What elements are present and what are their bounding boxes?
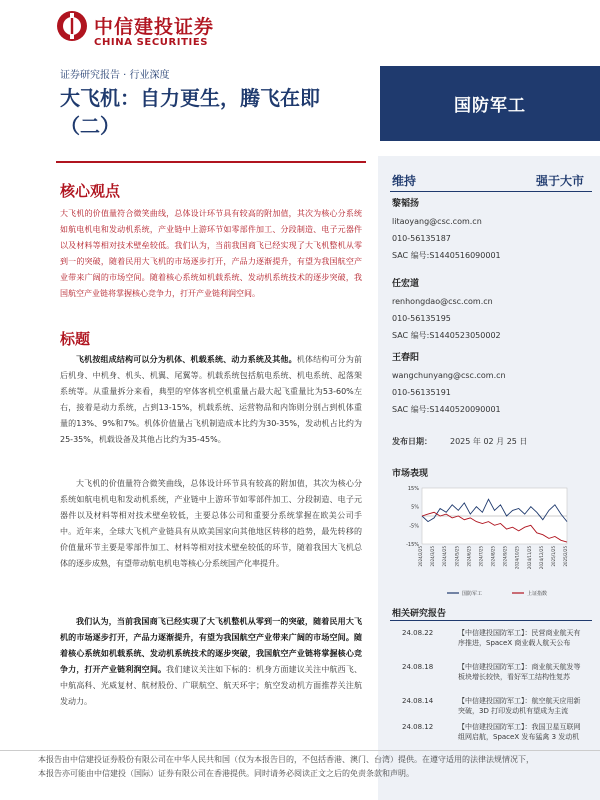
publish-date bbox=[392, 436, 527, 447]
x-tick-label: 2024/5/25 bbox=[454, 546, 460, 567]
title-heading: 标题 bbox=[60, 330, 91, 348]
disclaimer-line-2: 本报告亦可能由中信建投（国际）证券有限公司在香港提供。同时请务必阅读正文之后的免责条款和声明。 bbox=[38, 769, 414, 778]
analyst-email[interactable]: litaoyang@csc.com.cn bbox=[392, 217, 482, 226]
paragraph-1 bbox=[60, 352, 362, 448]
x-tick-label: 2024/6/25 bbox=[466, 546, 472, 567]
logo-chinese-name: 中信建投证券 bbox=[94, 16, 215, 38]
publish-date-label: 发布日期： bbox=[392, 437, 432, 446]
core-view-text: 大飞机的价值量符合微笑曲线，总体设计环节具有较高的附加值，其次为核心分系统如航电机电和发动机系统，产业链中上游环节如零部件加工、分段制造、电子元器件以及材料等相对技术壁垒较低。我们认为，当前我国商飞已经实现了大飞机整机从零到一的突破，随着民用大飞机的市场逐步打开，产品力逐渐提升，有望为我国航空产业带来广阔的市场空间。随着核心系统如机载系统、发动机系统技术的逐步突破，我国航空产业链将掌握核心竞争力，打开产业链利润空间。 bbox=[60, 209, 362, 298]
sector-label: 国防军工 bbox=[380, 66, 600, 141]
x-tick-label: 2024/8/25 bbox=[490, 546, 496, 567]
market-performance-title: 市场表现 bbox=[392, 469, 429, 479]
related-report-title[interactable]: 【中信建投国防军工】：商业航天航发等板块增长较快，看好军工结构性复苏 bbox=[458, 663, 581, 681]
related-divider bbox=[390, 620, 592, 621]
divider bbox=[56, 161, 366, 163]
analyst-name: 黎韬扬 bbox=[392, 199, 420, 209]
disclaimer-footer bbox=[38, 753, 598, 781]
related-report-date: 24.08.12 bbox=[402, 723, 434, 731]
paragraph-3 bbox=[60, 614, 362, 710]
paragraph-2: 大飞机的价值量符合微笑曲线，总体设计环节具有较高的附加值，其次为核心分系统如航电机电和发动机系统，产业链中上游环节如零部件加工、分段制造、电子元器件以及材料等相对技术壁垒较低，主要总体公司和重要分系统掌握在欧美公司手中。近年来，全球大飞机产业链具有从欧美国家向其他地区转移的趋势，最先转移的价值量环节主要是零部件加工、材料等相对技术壁垒较低的环节，随着我国大飞机总体的逐步成熟，有望带动航电机电等核心分系统国产化率提升。 bbox=[60, 479, 362, 568]
y-tick-label: -15% bbox=[406, 542, 419, 548]
rating-value: 强于大市 bbox=[535, 174, 584, 188]
x-tick-label: 2025/2/25 bbox=[563, 546, 568, 567]
rating bbox=[392, 170, 592, 190]
x-tick-label: 2025/1/25 bbox=[550, 546, 556, 567]
analyst-3 bbox=[392, 350, 506, 418]
analyst-sac: SAC 编号:S1440516090001 bbox=[392, 251, 501, 260]
footer-divider bbox=[0, 750, 600, 751]
related-report-title[interactable]: 【中信建投国防军工】：我国卫星互联网组网启航，SpaceX 发布猛禽 3 发动机 bbox=[458, 723, 581, 741]
analyst-phone: 010-56135187 bbox=[392, 234, 451, 243]
x-tick-label: 2024/11/25 bbox=[526, 546, 532, 570]
related-report-date: 24.08.14 bbox=[402, 697, 434, 705]
analyst-email[interactable]: wangchunyang@csc.com.cn bbox=[392, 371, 506, 380]
paragraph-1-body: 机体结构可分为前后机身、中机身、机头、机翼、尾翼等。机载系统包括航电系统、机电系统、起落架系统等。从重量拆分来看，典型的窄体客机空机重量占最大起飞重量比为53-60%左右，接着是动力系统，占到13-15%，机载系统、运营物品和内饰则分别占到机体重量的13%、9%和7%。机体价值量占飞机制造成本比约为30-35%，发动机占比约为25-35%，机载设备及其他占比约为35-45%。 bbox=[60, 355, 363, 444]
analyst-name: 王春阳 bbox=[392, 353, 420, 363]
related-report-date: 24.08.18 bbox=[402, 663, 434, 671]
market-performance-chart bbox=[392, 480, 592, 620]
x-tick-label: 2024/12/25 bbox=[538, 546, 544, 570]
core-view-heading: 核心观点 bbox=[60, 182, 121, 200]
x-tick-label: 2024/2/25 bbox=[418, 546, 423, 567]
y-tick-label: 15% bbox=[407, 486, 419, 492]
paragraph-1-lead: 飞机按组成结构可以分为机体、机载系统、动力系统及其他。 bbox=[76, 355, 297, 364]
analyst-name: 任宏道 bbox=[392, 279, 420, 289]
company-logo bbox=[56, 10, 246, 50]
related-report-title[interactable]: 【中信建投国防军工】：民营商业航天有序推进，SpaceX 商业载人航天公布 bbox=[458, 629, 581, 647]
analyst-sac: SAC 编号:S1440520090001 bbox=[392, 405, 501, 414]
related-report-title[interactable]: 【中信建投国防军工】：航空航天应用新突破，3D 打印发动机有望成为主流 bbox=[458, 697, 581, 715]
analyst-phone: 010-56135191 bbox=[392, 388, 451, 397]
page-title: 大飞机：自力更生，腾飞在即（二） bbox=[60, 86, 320, 138]
analyst-email[interactable]: renhongdao@csc.com.cn bbox=[392, 297, 493, 306]
paragraph-3-body: 我们建议关注如下标的：机身方面建议关注中航西飞、中航高科、光威复材、航材股份、广联航空、航天环宇；航空发动机方面推荐关注航发动力。 bbox=[60, 665, 363, 706]
related-report-date: 24.08.22 bbox=[402, 629, 434, 637]
x-tick-label: 2024/4/25 bbox=[442, 546, 448, 567]
analyst-phone: 010-56135195 bbox=[392, 314, 451, 323]
csc-logo-icon bbox=[56, 10, 88, 42]
legend-label: 上证指数 bbox=[527, 591, 548, 597]
legend-label: 国防军工 bbox=[462, 591, 483, 597]
paragraph-3-lead: 我们认为，当前我国商飞已经实现了大飞机整机从零到一的突破，随着民用大飞机的市场逐步打开，产品力逐渐提升，有望为我国航空产业带来广阔的市场空间。随着核心系统如机载系统、发动机系统技术的逐步突破，我国航空产业链将掌握核心竞争力，打开产业链利润空间。 bbox=[60, 617, 362, 674]
report-type: 证券研究报告 · 行业深度 bbox=[60, 70, 170, 81]
x-tick-label: 2024/10/25 bbox=[514, 546, 520, 570]
analyst-2 bbox=[392, 276, 501, 344]
logo-english-name: CHINA SECURITIES bbox=[94, 37, 209, 48]
x-tick-label: 2024/9/25 bbox=[502, 546, 508, 567]
publish-date-value: 2025 年 02 月 25 日 bbox=[450, 437, 528, 446]
disclaimer-line-1: 本报告由中信建投证券股份有限公司在中华人民共和国（仅为本报告目的，不包括香港、澳门、台湾）提供。在遵守适用的法律法规情况下， bbox=[38, 755, 534, 764]
analyst-1 bbox=[392, 196, 501, 264]
y-tick-label: 5% bbox=[411, 504, 419, 511]
rating-label: 维持 bbox=[392, 174, 417, 188]
rating-divider bbox=[390, 191, 592, 192]
related-reports-title: 相关研究报告 bbox=[392, 609, 447, 619]
x-tick-label: 2024/7/25 bbox=[478, 546, 484, 567]
x-tick-label: 2024/3/25 bbox=[430, 546, 436, 567]
y-tick-label: -5% bbox=[409, 523, 419, 530]
analyst-sac: SAC 编号:S1440523050002 bbox=[392, 331, 501, 340]
